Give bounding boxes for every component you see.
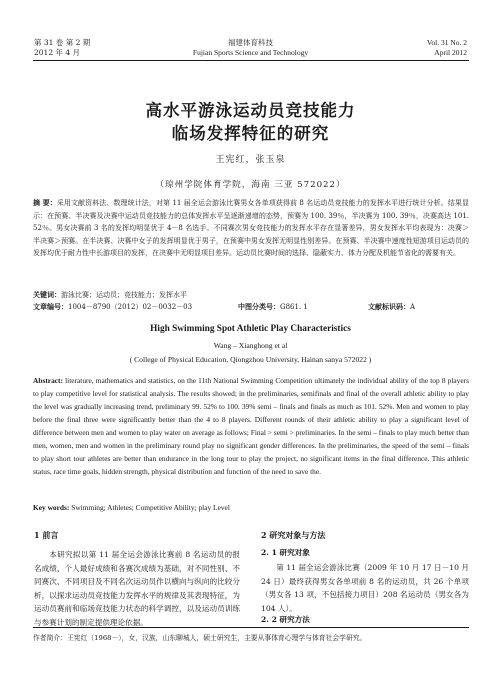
clc-label: 中图分类号： bbox=[238, 302, 280, 311]
abstract-cn bbox=[33, 197, 469, 260]
footnote-rule bbox=[33, 627, 469, 628]
date-cn: 2012 年 4 月 bbox=[34, 48, 81, 57]
paper-title-line1: 高水平游泳运动员竞技能力 bbox=[145, 101, 356, 120]
paper-title-line2: 临场发挥特征的研究 bbox=[171, 124, 330, 143]
section-heading-introduction: 1 前言 bbox=[34, 530, 59, 540]
article-no-label: 文章编号： bbox=[33, 302, 68, 311]
doc-code-label: 文献标识码： bbox=[368, 302, 410, 311]
header-rule bbox=[33, 60, 469, 61]
subsection-heading-methods: 2. 2 研究方法 bbox=[261, 615, 310, 624]
abstract-en bbox=[33, 374, 469, 478]
keywords-en bbox=[33, 501, 469, 514]
abstract-cn-label: 摘 要： bbox=[33, 198, 57, 207]
abstract-cn-text: 采用文献资料法、数理统计法，对第 11 届全运会游泳比赛男女各单项获得前 8 名运动员竞技能力的发挥水平进行统计分析。结果显示：在预赛、半决赛及决赛中运动员竞技能力的总体发挥水平呈逐渐递增的态势，预赛为 100. 39％，半决赛为 100. 39％，决赛高达 101. 52％。男女决赛前 3 名的发挥均明显优于 4－8 名选手。不同赛次男女竞技能力的发挥水平存在显著差异，男女发挥水平均表现为：决赛＞半决赛＞预赛。在半决赛、决赛中女子的发挥明显优于男子，在预赛中男女发挥无明显性别差异。在预赛、半决赛中速度性短游项目运动员的发挥均优于耐力性中长游项目的发挥，在决赛中无明显项目差异。运动员比赛时间的选择、隐蔽实力、体力分配及机能节省化的需要有关。 bbox=[33, 199, 469, 258]
clc-number: G861. 1 bbox=[280, 303, 308, 311]
title-en: High Swimming Spot Athletic Play Characteristics bbox=[150, 324, 351, 334]
volume-issue-en: Vol. 31 No. 2 bbox=[426, 38, 467, 47]
abstract-en-text: literature, mathematics and statistics, on the 11th National Swimming Competition ultimately the individual ability of the top 8 players to play competitive level for statistical analysis. The results showed; in the preliminaries, semifinals and final of the overall athletic ability to play the level was gradually increasing trend, preliminary 99. 52% to 100. 39% semi – finals and finals as much as 101. 52%. Men and women to play before the final three were significantly better than the 4 to 8 players. Different rounds of their athletic ability to play a significant level of difference between men and women to play water on average as follows; Final > semi > preliminaries. In the semi – finals to play much better than men, women, men and women in the preliminary round play no significant gender differences. In the preliminaries, the speed of the semi – finals to play short tour athletes are better than endurance in the long tour to play the project, no significant items in the final difference. This athletic status, race time goals, hidden strength, physical distribution and function of the need to save the. bbox=[33, 376, 469, 476]
section-heading-methods: 2 研究对象与方法 bbox=[261, 530, 326, 540]
article-meta-cn bbox=[33, 302, 469, 312]
doc-code: A bbox=[410, 303, 416, 311]
journal-name-en: Fujian Sports Science and Technology bbox=[192, 48, 309, 57]
volume-issue-cn: 第 31 卷 第 2 期 bbox=[34, 38, 91, 47]
affiliation-cn: （琼州学院体育学院，海南 三亚 572022） bbox=[155, 180, 346, 190]
subjects-paragraph: 第 11 届全运会游泳比赛（2009 年 10 月 17 日－10 月 24 日）最终获得男女各单项前 8 名的运动员，共 26 个单项（男女各 13 项，不包括接力项目）208 名运动员（男女各为 104 人）。 bbox=[261, 563, 469, 613]
introduction-paragraph: 本研究拟以第 11 届全运会游泳比赛前 8 名运动员的报名成绩、个人最好成绩和各赛次成绩为基础，对不同性别、不同赛次、不同项目及不同名次运动员作以横向与纵向的比较分析，以探求运动员竞技能力发挥水平的规律及其表现特征，为运动员赛前和临场竞技能力状态的科学调控，以及运动员训练与参赛计划的制定提供理论依据。 bbox=[34, 550, 240, 627]
subsection-heading-subjects: 2. 1 研究对象 bbox=[261, 548, 310, 557]
affiliation-en: ( College of Physical Education, Qiongzhou University, Hainan sanya 572022 ) bbox=[129, 355, 372, 364]
keywords-en-label: Key words: bbox=[33, 503, 70, 512]
author-footnote: 作者简介：王宪红（1968－），女，汉族，山东聊城人，硕士研究生，主要从事体育心理学与体育社会学研究。 bbox=[33, 634, 367, 642]
keywords-cn bbox=[33, 289, 469, 302]
keywords-cn-text: 游泳比赛；运动员；竞技能力；发挥水平 bbox=[61, 291, 187, 299]
authors-cn: 王宪红，张玉泉 bbox=[215, 155, 286, 165]
keywords-cn-label: 关键词： bbox=[33, 290, 61, 299]
article-no: 1004－8790（2012）02－0032－03 bbox=[68, 303, 193, 311]
date-en: April 2012 bbox=[434, 48, 467, 57]
journal-name-cn: 福建体育科技 bbox=[228, 38, 273, 47]
keywords-en-text: Swimming; Athletes; Competitive Ability; play Level bbox=[71, 503, 230, 512]
authors-en: Wang – Xianghong et al bbox=[213, 341, 288, 350]
abstract-en-label: Abstract: bbox=[33, 376, 63, 385]
